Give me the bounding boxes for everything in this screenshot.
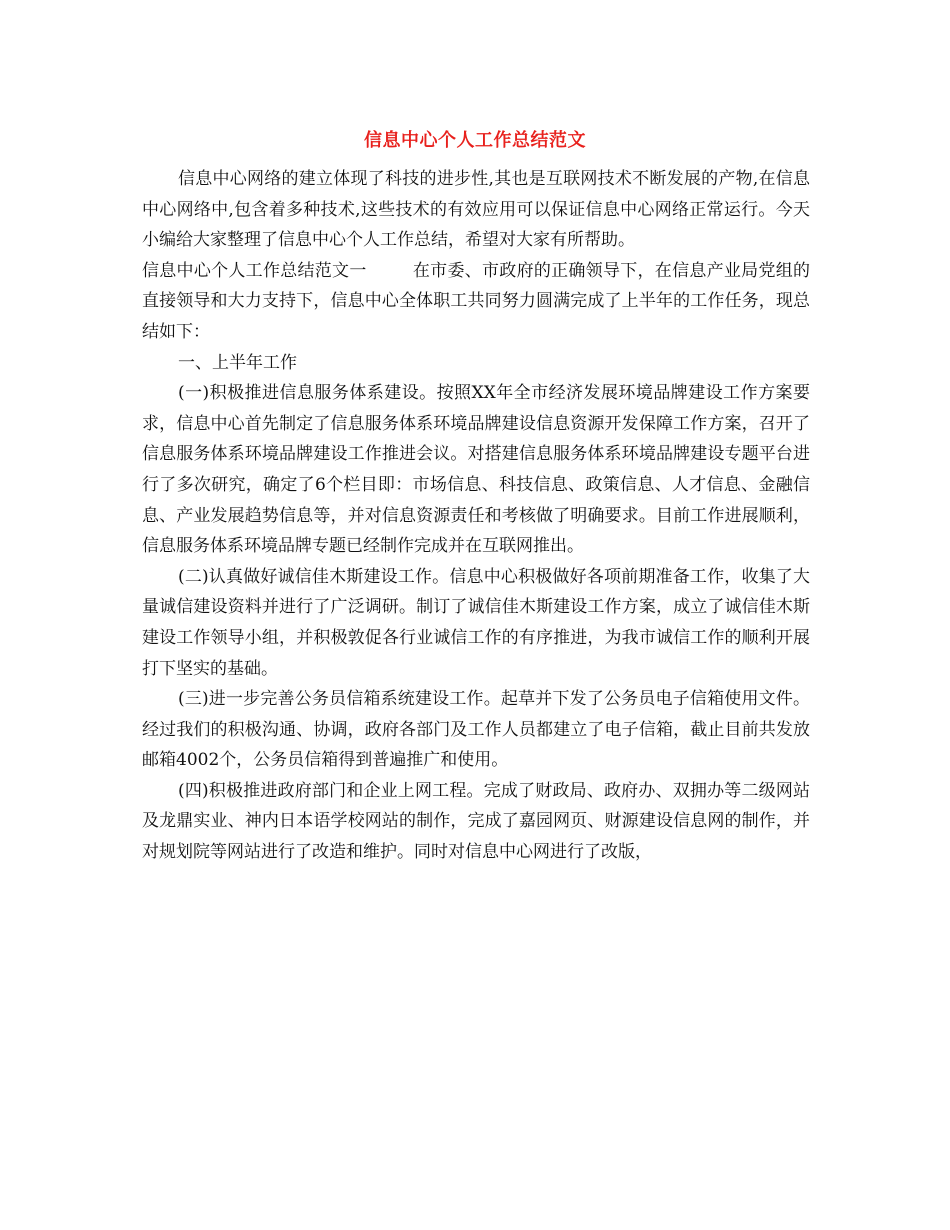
part-heading: 一、上半年工作 (178, 352, 297, 373)
document-title: 信息中心个人工作总结范文 (364, 130, 586, 151)
section-intro: 在市委、市政府的正确领导下，在信息产业局党组的直接领导和大力支持下，信息中心全体职工共同努力圆满完成了上半年的工作任务，现总结如下： (142, 260, 811, 342)
body-paragraph-2: (二)认真做好诚信佳木斯建设工作。信息中心积极做好各项前期准备工作，收集了大量诚信建设资料并进行了广泛调研。制订了诚信佳木斯建设工作方案，成立了诚信佳木斯建设工作领导小组，并积极敦促各行业诚信工作的有序推进，为我市诚信工作的顺利开展打下坚实的基础。 (142, 566, 810, 679)
document-body (142, 164, 810, 868)
body-paragraph-3: (三)进一步完善公务员信箱系统建设工作。起草并下发了公务员电子信箱使用文件。经过我们的积极沟通、协调，政府各部门及工作人员都建立了电子信箱，截止目前共发放邮箱4002个，公务员信箱得到普遍推广和使用。 (142, 689, 810, 771)
intro-paragraph: 信息中心网络的建立体现了科技的进步性,其也是互联网技术不断发展的产物,在信息中心网络中,包含着多种技术,这些技术的有效应用可以保证信息中心网络正常运行。今天小编给大家整理了信息中心个人工作总结，希望对大家有所帮助。 (142, 169, 810, 251)
section-heading: 信息中心个人工作总结范文一 (142, 260, 367, 281)
body-paragraph-1: (一)积极推进信息服务体系建设。按照XX年全市经济发展环境品牌建设工作方案要求，信息中心首先制定了信息服务体系环境品牌建设信息资源开发保障工作方案，召开了信息服务体系环境品牌建设工作推进会议。对搭建信息服务体系环境品牌建设专题平台进行了多次研究，确定了6个栏目即：市场信息、科技信息、政策信息、人才信息、金融信息、产业发展趋势信息等，并对信息资源责任和考核做了明确要求。目前工作进展顺利，信息服务体系环境品牌专题已经制作完成并在互联网推出。 (142, 383, 810, 557)
section-paragraph (142, 256, 810, 348)
body-paragraph-4: (四)积极推进政府部门和企业上网工程。完成了财政局、政府办、双拥办等二级网站及龙鼎实业、神内日本语学校网站的制作，完成了嘉园网页、财源建设信息网的制作，并对规划院等网站进行了改造和维护。同时对信息中心网进行了改版， (142, 780, 810, 863)
